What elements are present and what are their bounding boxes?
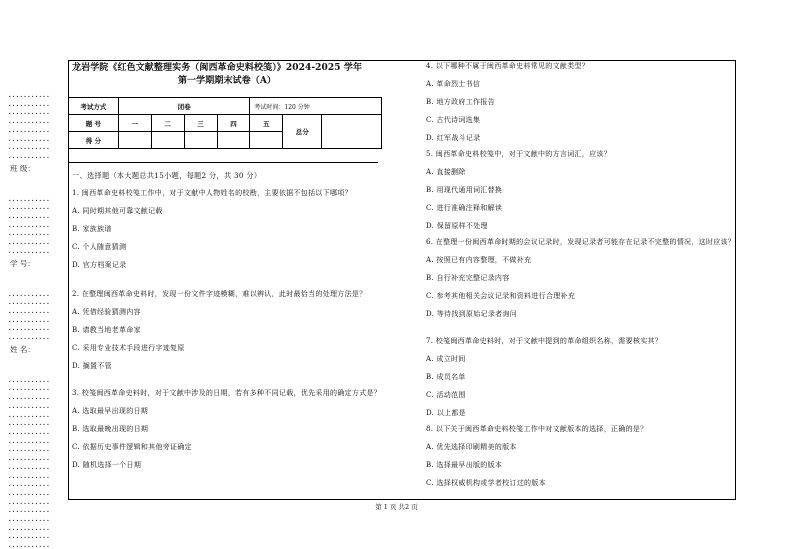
dots-block-2: [8, 196, 60, 257]
dot-row: ...........: [8, 498, 50, 506]
option-a[interactable]: A. 革命烈士书信: [426, 79, 481, 88]
dot-row: ...........: [8, 463, 50, 471]
question-number-4: 四: [217, 115, 250, 132]
question-number-label: 题 号: [69, 115, 119, 132]
score-cell-1[interactable]: [118, 132, 151, 149]
dot-row: ...........: [8, 239, 50, 247]
score-cell-4[interactable]: [217, 132, 250, 149]
student-id-label: 学 号：: [10, 258, 35, 268]
dot-row: ...........: [8, 411, 50, 419]
option-b[interactable]: B. 自行补充完整记录内容: [426, 273, 510, 282]
option-a[interactable]: A. 按照已有内容整理，不做补充: [426, 255, 532, 264]
option-c[interactable]: C. 进行准确注释和解读: [426, 203, 503, 212]
binding-margin: [8, 92, 60, 549]
option-d[interactable]: D. 以上都是: [426, 408, 466, 417]
dot-row: ...........: [8, 152, 50, 160]
score-table: [68, 97, 382, 149]
dots-block-4: [8, 377, 60, 549]
name-label: 姓 名：: [10, 344, 35, 354]
dot-row: ...........: [8, 247, 50, 255]
dot-row: ...........: [8, 428, 50, 436]
dot-row: ...........: [8, 126, 50, 134]
score-cell-5[interactable]: [250, 132, 283, 149]
dot-row: ...........: [8, 516, 50, 524]
score-cell-2[interactable]: [151, 132, 184, 149]
option-b[interactable]: B. 用现代通用词汇替换: [426, 185, 503, 194]
question-8: [426, 424, 736, 496]
option-b[interactable]: B. 选择最早出版的版本: [426, 460, 503, 469]
question-stem: 7. 校笺闽西革命史料时，对于文献中提到的革命组织名称，需要核实其？: [426, 337, 663, 345]
dot-row: ...........: [8, 402, 50, 410]
dot-row: ...........: [8, 325, 50, 333]
option-d[interactable]: D. 随机选择一个日期: [72, 460, 142, 469]
dot-row: ...........: [8, 524, 50, 532]
option-a[interactable]: A. 优先选择印刷精美的版本: [426, 442, 517, 451]
option-d[interactable]: D. 官方档案记录: [72, 260, 127, 269]
option-c[interactable]: C. 个人随意猜测: [72, 242, 127, 251]
dot-row: ...........: [8, 109, 50, 117]
section-heading: 一、选择题（本大题总共15小题，每题2 分，共 30 分）: [72, 171, 262, 180]
option-b[interactable]: B. 地方政府工作报告: [426, 97, 495, 106]
option-b[interactable]: B. 请教当地老革命家: [72, 325, 141, 334]
question-1: [72, 188, 382, 278]
question-stem: 8. 以下关于闽西革命史料校笺工作中对文献版本的选择，正确的是？: [426, 425, 648, 433]
question-number-5: 五: [250, 115, 283, 132]
dot-row: ...........: [8, 118, 50, 126]
question-stem: 2. 在整理闽西革命史料时，发现一份文件字迹模糊，难以辨认，此时最恰当的处理方法是？: [72, 290, 367, 298]
dot-row: ...........: [8, 204, 50, 212]
question-stem: 5. 闽西革命史料校笺中，对于文献中的方言词汇，应该？: [426, 150, 612, 158]
dot-row: ...........: [8, 455, 50, 463]
dot-row: ...........: [8, 92, 50, 99]
question-7: [426, 336, 736, 426]
option-c[interactable]: C. 采用专业技术手段进行字迹复原: [72, 343, 185, 352]
dot-row: ...........: [8, 533, 50, 541]
question-stem: 3. 校笺闽西革命史料时，对于文献中涉及的日期，若有多种不同记载，优先采用的确定方式是？: [72, 389, 382, 397]
dot-row: ...........: [8, 213, 50, 221]
dot-row: ...........: [8, 316, 50, 324]
option-a[interactable]: A. 凭借经验猜测内容: [72, 307, 141, 316]
option-d[interactable]: D. 等待找到原始记录者询问: [426, 309, 518, 318]
dot-row: ...........: [8, 100, 50, 108]
total-score-label: 总分: [283, 115, 322, 149]
option-d[interactable]: D. 保留原样不处理: [426, 221, 488, 230]
dot-row: ...........: [8, 394, 50, 402]
dot-row: ...........: [8, 420, 50, 428]
score-label: 得 分: [69, 132, 119, 149]
exam-mode-value: 闭卷: [118, 98, 250, 115]
option-b[interactable]: B. 选取最晚出现的日期: [72, 424, 149, 433]
option-a[interactable]: A. 同时期其他可靠文献记载: [72, 206, 163, 215]
option-d[interactable]: D. 红军战斗记录: [426, 133, 481, 142]
question-number-2: 二: [151, 115, 184, 132]
dot-row: ...........: [8, 307, 50, 315]
dot-row: ...........: [8, 446, 50, 454]
option-d[interactable]: D. 搁置不管: [72, 361, 112, 370]
dot-row: ...........: [8, 230, 50, 238]
section-divider: [68, 162, 378, 163]
question-number-3: 三: [184, 115, 217, 132]
question-stem: 4. 以下哪种不属于闽西革命史料常见的文献类型？: [426, 62, 590, 70]
exam-info-row: [69, 98, 382, 115]
exam-title: [70, 60, 382, 88]
dot-row: ...........: [8, 221, 50, 229]
dot-row: ...........: [8, 334, 50, 342]
dot-row: ...........: [8, 299, 50, 307]
option-a[interactable]: A. 选取最早出现的日期: [72, 406, 149, 415]
exam-time: 考试时间：120 分钟: [250, 98, 382, 115]
dot-row: ...........: [8, 472, 50, 480]
dot-row: ...........: [8, 542, 50, 549]
question-stem: 1. 闽西革命史料校笺工作中，对于文献中人物姓名的校勘，主要依据不包括以下哪项？: [72, 189, 352, 197]
exam-mode-label: 考试方式: [69, 98, 119, 115]
option-c[interactable]: C. 参考其他相关会议记录和资料进行合理补充: [426, 291, 576, 300]
option-c[interactable]: C. 选择权威机构或学者校订过的版本: [426, 478, 546, 487]
option-c[interactable]: C. 依据历史事件逻辑和其他旁证确定: [72, 442, 192, 451]
score-cell-3[interactable]: [184, 132, 217, 149]
exam-title-line1: 龙岩学院《红色文献整理实务（闽西革命史料校笺）》2024-2025 学年: [72, 63, 363, 73]
dot-row: ...........: [8, 290, 50, 298]
question-4: [426, 61, 736, 151]
option-a[interactable]: A. 直接删除: [426, 167, 466, 176]
dot-row: ...........: [8, 195, 50, 203]
dot-row: ...........: [8, 437, 50, 445]
question-3: [72, 388, 382, 478]
dot-row: ...........: [8, 144, 50, 152]
exam-title-line2: 第一学期期末试卷（A）: [177, 76, 277, 86]
question-number-row: [69, 115, 382, 132]
dot-row: ...........: [8, 376, 50, 384]
option-a[interactable]: A. 成立时间: [426, 354, 466, 363]
question-5: [426, 149, 736, 239]
total-score-cell[interactable]: [322, 115, 382, 149]
left-column: [70, 60, 382, 88]
question-6: [426, 237, 736, 327]
dot-row: ...........: [8, 135, 50, 143]
option-b[interactable]: B. 家族族谱: [72, 224, 112, 233]
dot-row: ...........: [8, 481, 50, 489]
dots-block-3: [8, 291, 60, 343]
question-number-1: 一: [118, 115, 151, 132]
class-label: 班 级：: [10, 163, 35, 173]
question-stem: 6. 在整理一份闽西革命时期的会议记录时，发现记录者可能存在记录不完整的情况，这时应该？: [426, 238, 736, 246]
page-footer: 第 1 页 共2 页: [375, 503, 418, 511]
dot-row: ...........: [8, 489, 50, 497]
dot-row: ...........: [8, 385, 50, 393]
question-2: [72, 289, 382, 379]
dots-block-1: [8, 92, 60, 162]
dot-row: ...........: [8, 507, 50, 515]
option-c[interactable]: C. 古代诗词选集: [426, 115, 481, 124]
option-b[interactable]: B. 成员名单: [426, 372, 466, 381]
option-c[interactable]: C. 活动范围: [426, 390, 466, 399]
